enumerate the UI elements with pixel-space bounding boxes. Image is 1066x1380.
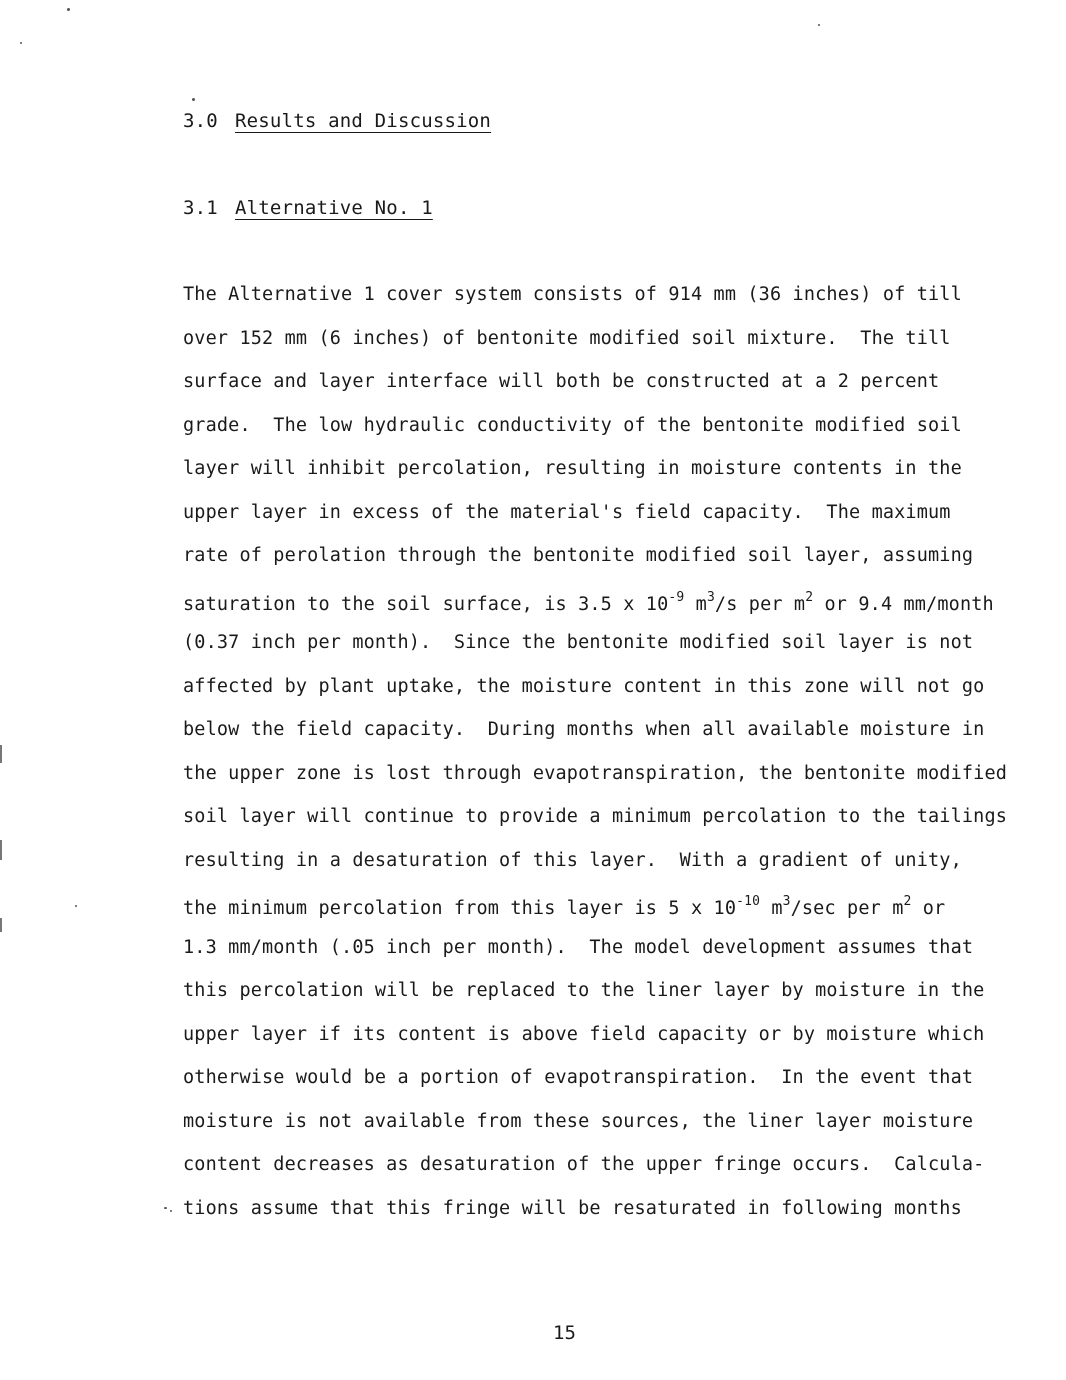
text-line: rate of perolation through the bentonite modified soil layer, assuming xyxy=(183,545,974,566)
exponent: 3 xyxy=(782,894,791,909)
exponent: 2 xyxy=(903,894,912,909)
scan-speck xyxy=(170,1210,172,1212)
text-line: resulting in a desaturation of this layer. With a gradient of unity, xyxy=(183,849,962,871)
section-heading-alternative xyxy=(183,197,433,219)
scan-speck xyxy=(818,24,820,26)
text-line: tions assume that this fringe will be resaturated in following months xyxy=(183,1197,962,1219)
text-line: (0.37 inch per month). Since the bentonite modified soil layer is not xyxy=(183,632,974,653)
text-line: below the field capacity. During months when all available moisture in xyxy=(183,719,985,740)
exponent: 3 xyxy=(706,589,715,605)
section-title: Alternative No. 1 xyxy=(235,197,433,219)
text-line: affected by plant uptake, the moisture content in this zone will not go xyxy=(183,675,985,697)
scan-speck xyxy=(192,98,195,101)
exponent: 2 xyxy=(805,589,814,605)
line-segment: /sec per m xyxy=(790,898,904,920)
scan-speck xyxy=(67,8,70,11)
body-paragraph xyxy=(183,280,1008,1237)
text-line: surface and layer interface will both be constructed at a 2 percent xyxy=(183,371,940,392)
section-number: 3.0 xyxy=(183,110,218,132)
scan-edge-mark xyxy=(0,840,2,860)
scan-speck xyxy=(75,905,77,907)
line-segment: the minimum percolation from this layer is 5 x 10 xyxy=(183,898,737,920)
text-line: 1.3 mm/month (.05 inch per month). The model development assumes that xyxy=(183,936,974,958)
section-heading-results xyxy=(183,110,491,132)
scan-edge-mark xyxy=(0,745,2,763)
section-number: 3.1 xyxy=(183,197,218,219)
text-line: the upper zone is lost through evapotranspiration, the bentonite modified xyxy=(183,762,1008,784)
text-line: moisture is not available from these sources, the liner layer moisture xyxy=(183,1110,974,1132)
text-line: upper layer if its content is above field capacity or by moisture which xyxy=(183,1023,985,1045)
section-title: Results and Discussion xyxy=(235,110,492,132)
text-line: content decreases as desaturation of the upper fringe occurs. Calcula- xyxy=(183,1154,985,1175)
text-line: over 152 mm (6 inches) of bentonite modified soil mixture. The till xyxy=(183,327,951,349)
scan-speck xyxy=(164,1207,167,1209)
text-line: soil layer will continue to provide a minimum percolation to the tailings xyxy=(183,806,1008,827)
exponent: -10 xyxy=(736,894,761,909)
exponent: -9 xyxy=(668,589,685,605)
line-segment: m xyxy=(760,898,783,920)
text-line: upper layer in excess of the material's field capacity. The maximum xyxy=(183,501,951,523)
line-segment: or 9.4 mm/month xyxy=(813,593,994,615)
line-segment: /s per m xyxy=(714,593,806,615)
line-segment: or xyxy=(911,898,946,920)
line-segment: saturation to the soil surface, is 3.5 x 10 xyxy=(183,593,669,615)
scan-edge-mark xyxy=(0,918,2,932)
text-line-with-exponents xyxy=(183,889,983,933)
line-segment: m xyxy=(684,593,707,615)
text-line: this percolation will be replaced to the liner layer by moisture in the xyxy=(183,980,985,1001)
text-line: otherwise would be a portion of evapotranspiration. In the event that xyxy=(183,1067,974,1088)
page-number: 15 xyxy=(553,1322,576,1344)
text-line-with-exponents xyxy=(183,585,994,629)
text-line: grade. The low hydraulic conductivity of the bentonite modified soil xyxy=(183,414,962,436)
scan-speck xyxy=(20,42,22,44)
text-line: layer will inhibit percolation, resulting in moisture contents in the xyxy=(183,458,962,479)
text-line: The Alternative 1 cover system consists of 914 mm (36 inches) of till xyxy=(183,284,962,305)
